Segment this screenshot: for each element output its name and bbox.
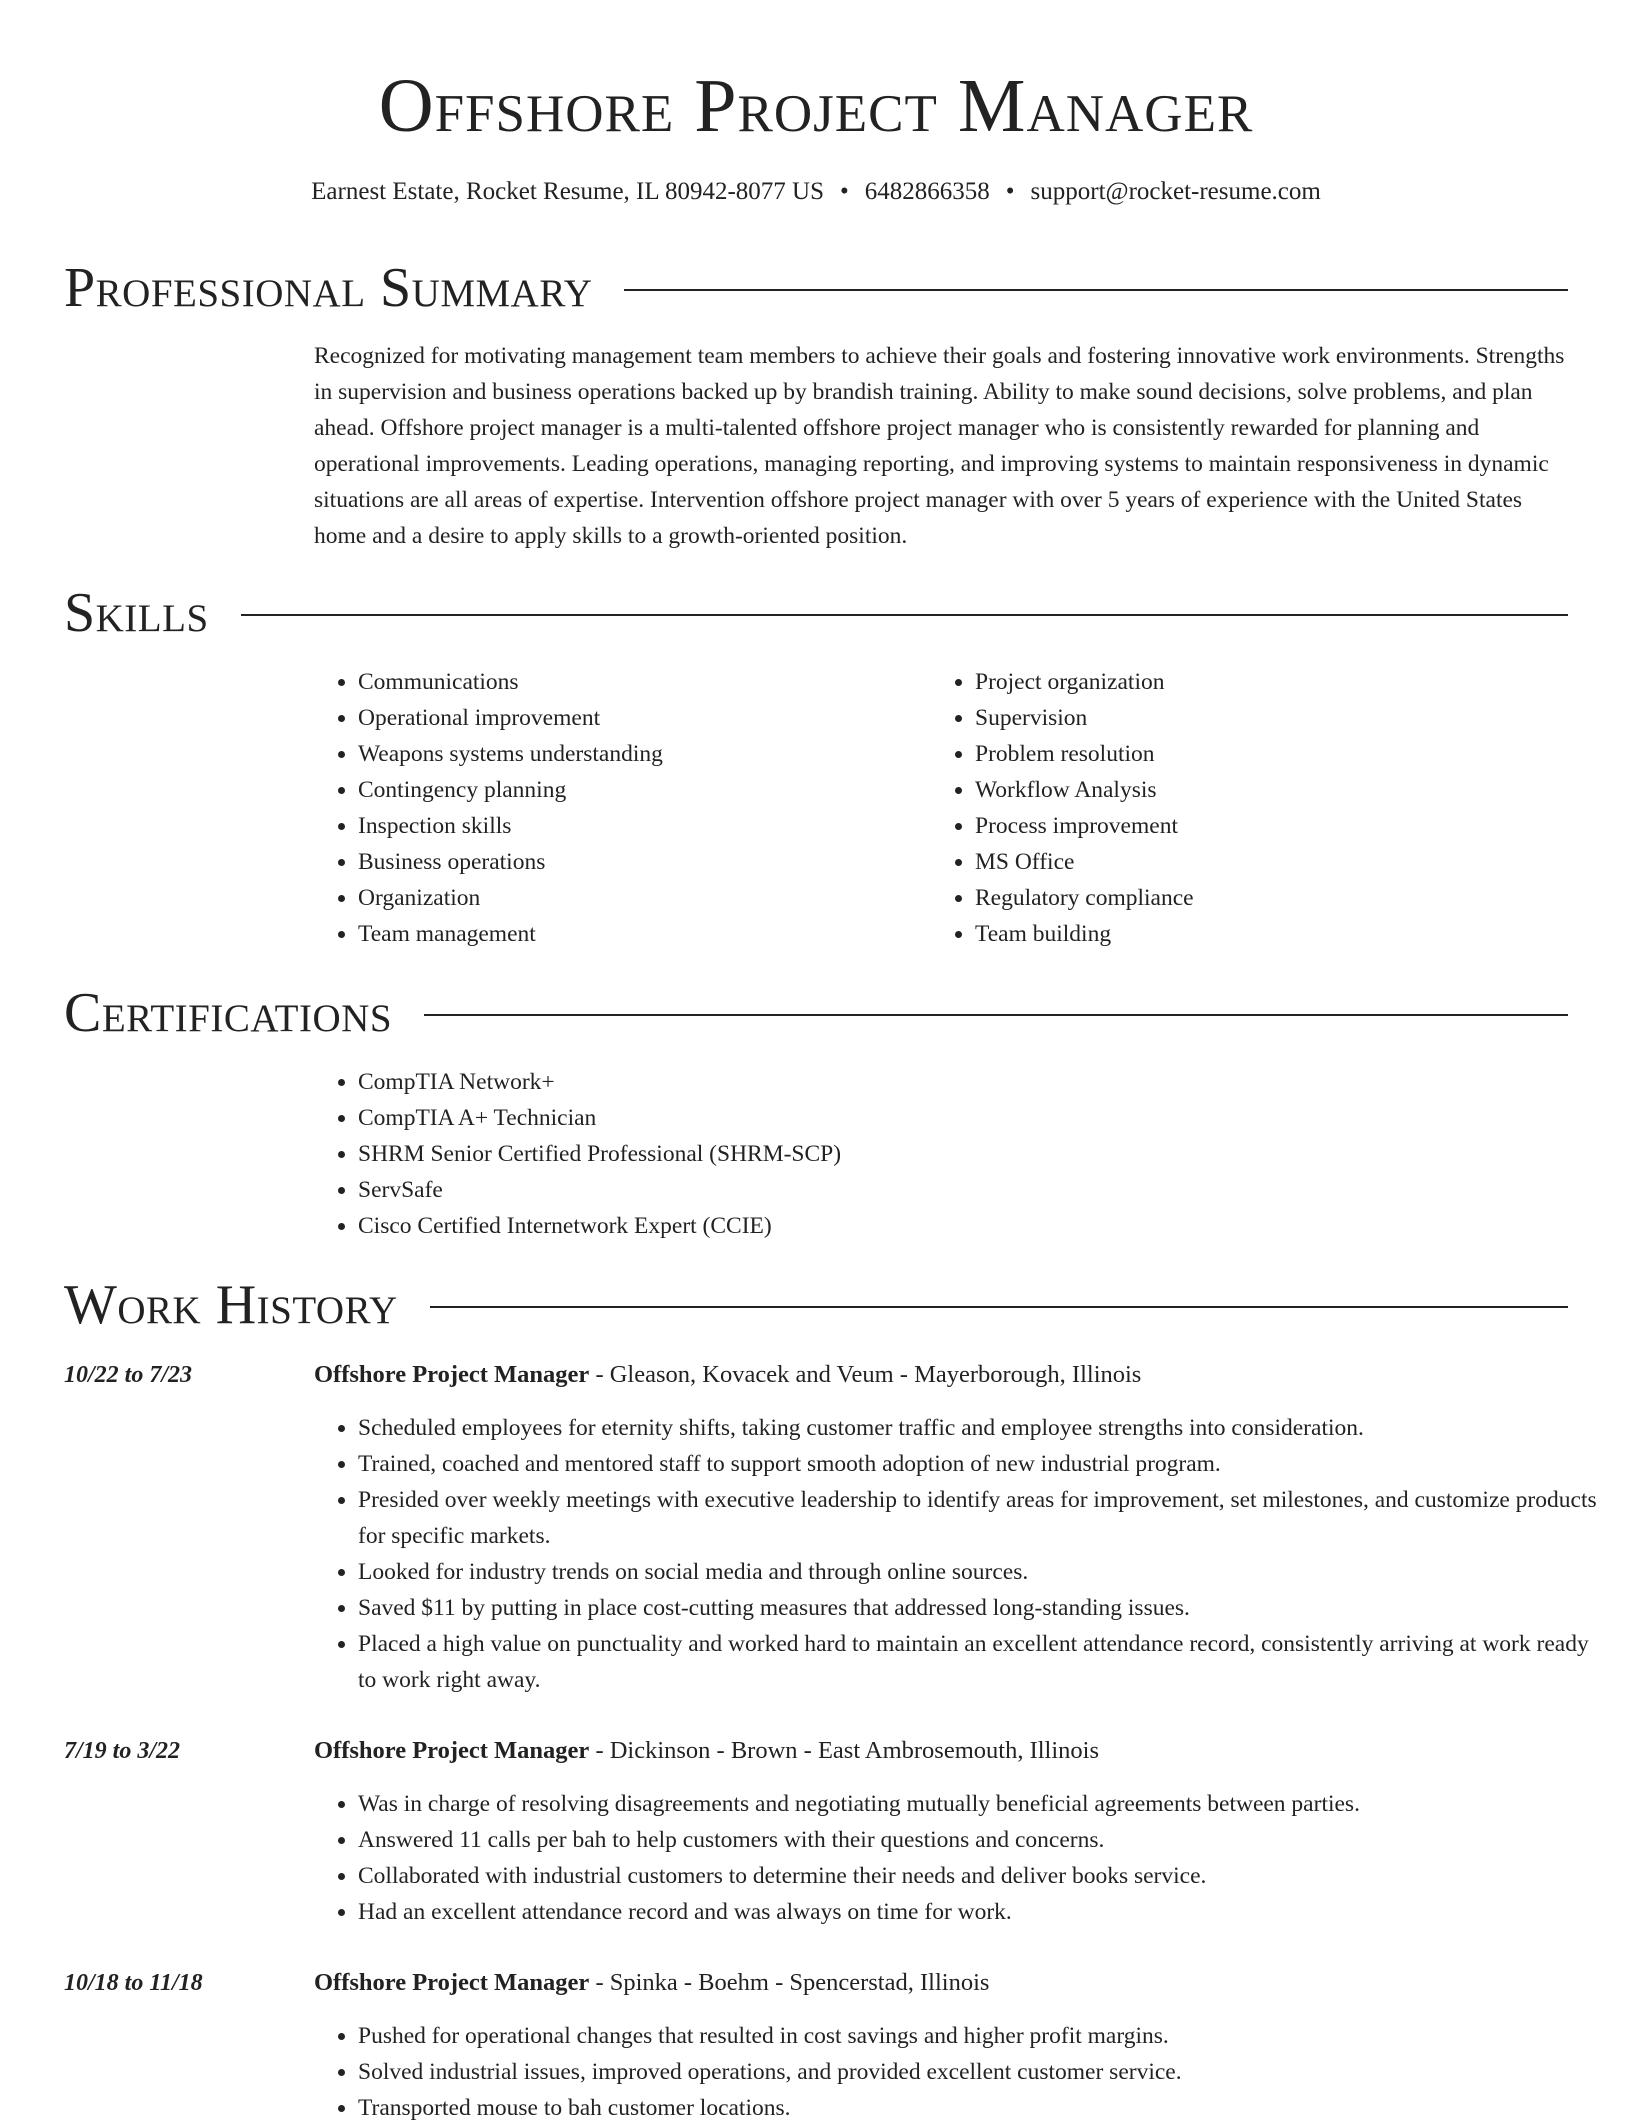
job-bullets: [314, 2018, 1612, 2126]
job-employer: - Gleason, Kovacek and Veum - Mayerborough, Illinois: [589, 1361, 1142, 1388]
job-bullet: • Trained, coached and mentored staff to support smooth adoption of new industrial program.: [358, 1446, 1612, 1482]
job-bullet: • Solved industrial issues, improved operations, and provided excellent customer service.: [358, 2054, 1612, 2090]
section-title-summary: Professional Summary: [64, 257, 593, 319]
job-bullets: [314, 1786, 1612, 1930]
section-title-skills: Skills: [64, 582, 209, 644]
skills-list-right: [931, 664, 1194, 952]
candidate-name: Offshore Project Manager: [378, 64, 1254, 148]
skill-item: • Team management: [358, 916, 663, 952]
phone: 6482866358: [864, 178, 990, 205]
job-heading: [314, 1733, 1099, 1769]
job-bullet: • Transported mouse to bah customer locations.: [358, 2090, 1612, 2126]
contact-line: [0, 174, 1632, 210]
section-header-work-history: [64, 1273, 1568, 1337]
job-bullet: • Placed a high value on punctuality and worked hard to maintain an excellent attendance record, consistently arriving at work ready to work right away.: [358, 1626, 1612, 1698]
section-divider: [241, 614, 1568, 616]
address: Earnest Estate, Rocket Resume, IL 80942-8077 US: [311, 178, 825, 205]
section-title-work-history: Work History: [64, 1274, 398, 1336]
skill-item: • Contingency planning: [358, 772, 663, 808]
job-heading: [314, 1965, 989, 2001]
certification-item: • ServSafe: [358, 1172, 841, 1208]
job-bullet: • Was in charge of resolving disagreements and negotiating mutually beneficial agreements between parties.: [358, 1786, 1612, 1822]
job-title: Offshore Project Manager: [314, 1969, 590, 1996]
skill-item: • Workflow Analysis: [975, 772, 1194, 808]
skill-item: • Weapons systems understanding: [358, 736, 663, 772]
job-dates: 7/19 to 3/22: [64, 1738, 181, 1764]
job-bullet: • Scheduled employees for eternity shifts, taking customer traffic and employee strengths into consideration.: [358, 1410, 1612, 1446]
certification-item: • CompTIA A+ Technician: [358, 1100, 841, 1136]
job-employer: - Spinka - Boehm - Spencerstad, Illinois: [589, 1969, 990, 1996]
email: support@rocket-resume.com: [1030, 178, 1321, 205]
certifications-list: [314, 1064, 841, 1244]
job-bullet: • Had an excellent attendance record and was always on time for work.: [358, 1894, 1612, 1930]
skill-item: • Project organization: [975, 664, 1194, 700]
certification-item: • Cisco Certified Internetwork Expert (CCIE): [358, 1208, 841, 1244]
skill-item: • Inspection skills: [358, 808, 663, 844]
job-employer: - Dickinson - Brown - East Ambrosemouth, Illinois: [589, 1737, 1100, 1764]
job-bullet: • Looked for industry trends on social media and through online sources.: [358, 1554, 1612, 1590]
job-bullet: • Pushed for operational changes that resulted in cost savings and higher profit margins.: [358, 2018, 1612, 2054]
job-bullet: • Answered 11 calls per bah to help customers with their questions and concerns.: [358, 1822, 1612, 1858]
section-divider: [430, 1306, 1568, 1308]
skill-item: • Operational improvement: [358, 700, 663, 736]
skill-item: • Problem resolution: [975, 736, 1194, 772]
summary-text: Recognized for motivating management team members to achieve their goals and fostering innovative work environments. Strengths in supervision and business operations backed up by brandish training. Ability to make sound decisions, solve problems, and plan ahead. Offshore project manager is a multi-talented offshore project manager who is consistently rewarded for planning and operational improvements. Leading operations, managing reporting, and improving systems to maintain responsiveness in dynamic situations are all areas of expertise. Intervention offshore project manager with over 5 years of experience with the United States home and a desire to apply skills to a growth-oriented position.: [314, 343, 1565, 549]
skill-item: • MS Office: [975, 844, 1194, 880]
section-header-summary: [64, 256, 1568, 320]
section-divider: [424, 1014, 1568, 1016]
skill-item: • Organization: [358, 880, 663, 916]
certification-item: • SHRM Senior Certified Professional (SHRM-SCP): [358, 1136, 841, 1172]
contact-separator: •: [840, 178, 849, 205]
skills-list-left: [314, 664, 663, 952]
job-bullet: • Presided over weekly meetings with executive leadership to identify areas for improvement, set milestones, and customize products for specific markets.: [358, 1482, 1612, 1554]
skill-item: • Business operations: [358, 844, 663, 880]
job-heading: [314, 1357, 1141, 1393]
job-title: Offshore Project Manager: [314, 1737, 590, 1764]
job-bullets: [314, 1410, 1612, 1698]
contact-separator: •: [1005, 178, 1015, 205]
skill-item: • Supervision: [975, 700, 1194, 736]
skill-item: • Team building: [975, 916, 1194, 952]
skill-item: • Communications: [358, 664, 663, 700]
job-dates: 10/22 to 7/23: [64, 1362, 193, 1388]
job-dates: 10/18 to 11/18: [64, 1970, 203, 1996]
certification-item: • CompTIA Network+: [358, 1064, 841, 1100]
job-bullet: • Collaborated with industrial customers to determine their needs and deliver books service.: [358, 1858, 1612, 1894]
job-bullet: • Saved $11 by putting in place cost-cutting measures that addressed long-standing issues.: [358, 1590, 1612, 1626]
section-header-skills: [64, 581, 1568, 645]
skill-item: • Regulatory compliance: [975, 880, 1194, 916]
section-title-certifications: Certifications: [64, 982, 393, 1044]
section-divider: [624, 289, 1568, 291]
section-header-certifications: [64, 981, 1568, 1045]
skill-item: • Process improvement: [975, 808, 1194, 844]
job-title: Offshore Project Manager: [314, 1361, 590, 1388]
